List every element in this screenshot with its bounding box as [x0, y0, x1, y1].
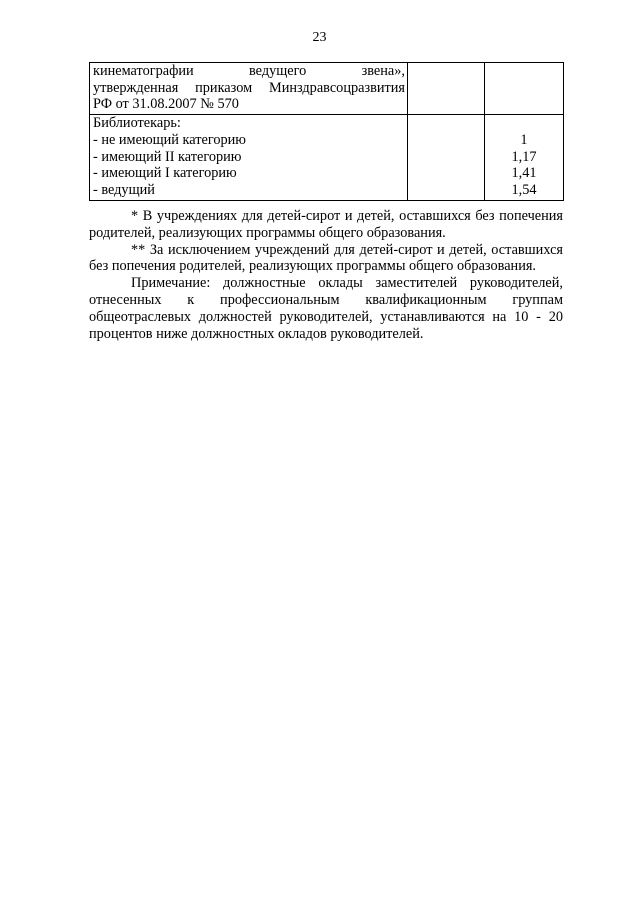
coefficient-value: 1,41 — [511, 165, 537, 182]
cell-text-line: Библиотекарь: — [93, 115, 181, 132]
table-row — [90, 63, 564, 115]
note-remark: Примечание: должностные оклады заместителей руководителей, отнесенных к профессиональным квалификационным группам общеотраслевых должностей руководителей, устанавливаются на 10 - 20 процентов ниже должностных окладов руководителей. — [89, 275, 563, 342]
coefficient-value: 1,54 — [511, 181, 537, 198]
cell-text-line: кинематографии ведущего звена», — [93, 63, 405, 79]
coefficient-value: 1,17 — [511, 148, 537, 165]
footnotes — [89, 208, 563, 342]
cell-text-line: - не имеющий категорию — [93, 131, 246, 148]
table-cell-empty — [408, 115, 485, 201]
table-cell-empty — [485, 63, 564, 115]
table-row — [90, 115, 564, 201]
footnote-double-asterisk: ** За исключением учреждений для детей-сирот и детей, оставшихся без попечения родителей, реализующих программы общего образования. — [89, 241, 563, 275]
footnote-single-asterisk: * В учреждениях для детей-сирот и детей, оставшихся без попечения родителей, реализующих программы общего образования. — [89, 208, 563, 241]
table-cell-position — [90, 115, 408, 201]
page-number: 23 — [312, 30, 327, 45]
cell-text-line: - имеющий I категорию — [93, 165, 237, 182]
cell-text-line: - ведущий — [93, 181, 155, 198]
table-cell-coefficient — [485, 115, 564, 201]
coefficient-value — [485, 115, 563, 132]
cell-text-line: утвержденная приказом Минздравсоцразвития — [93, 79, 405, 96]
table-cell-empty — [408, 63, 485, 115]
coefficient-value: 1 — [520, 131, 528, 148]
cell-text-line: - имеющий II категорию — [93, 148, 242, 165]
salary-coefficients-table — [89, 62, 564, 201]
table-cell-position — [90, 63, 408, 115]
cell-text-line: РФ от 31.08.2007 № 570 — [93, 96, 239, 113]
